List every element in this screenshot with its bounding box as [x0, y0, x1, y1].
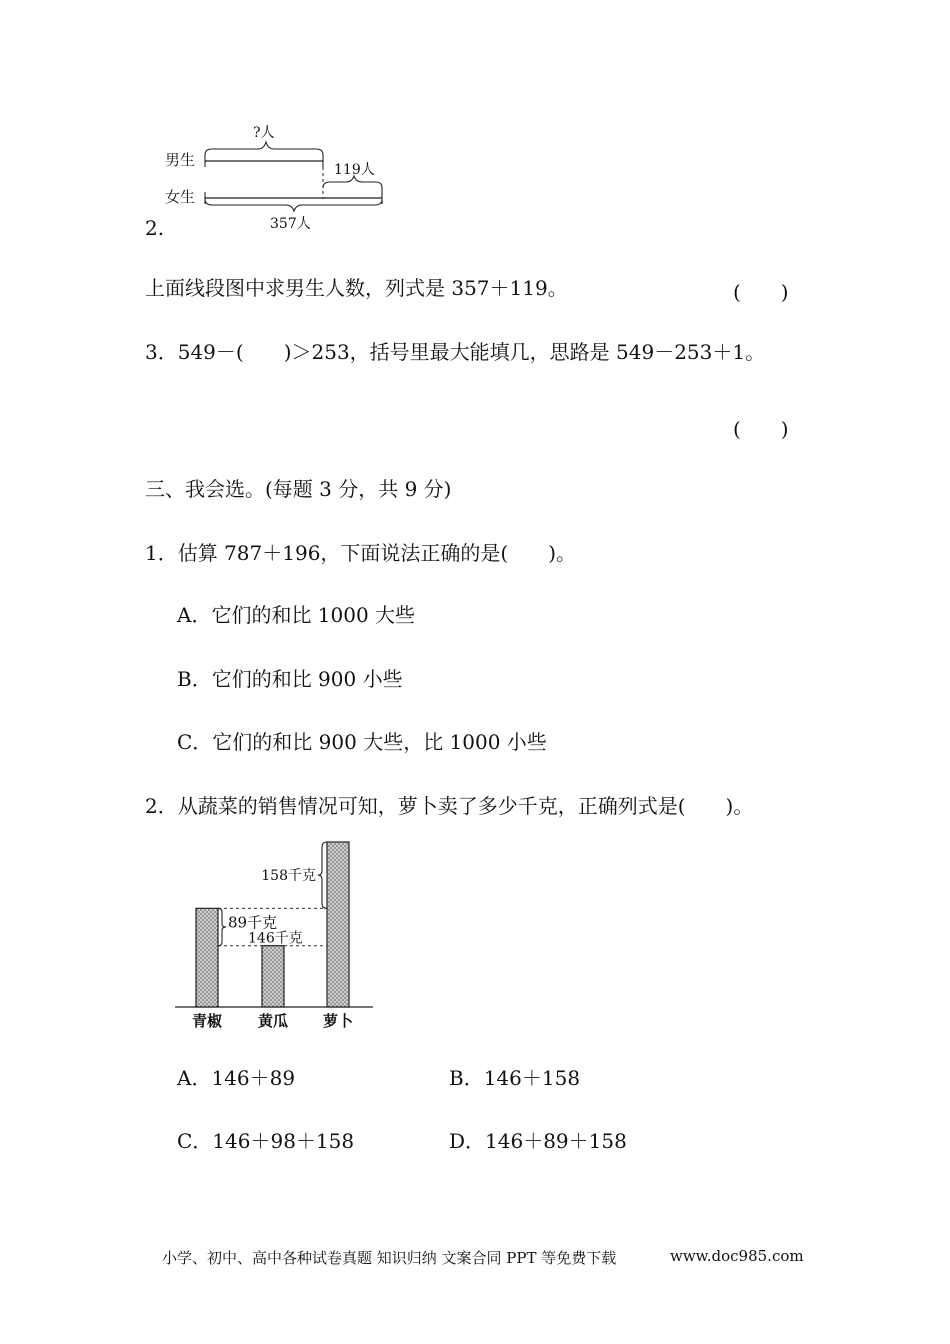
answer-paren-q2[interactable]: ( ) — [733, 280, 789, 304]
annotation-146kg: 146千克 — [248, 930, 303, 947]
footer-text: 小学、初中、高中各种试卷真题 知识归纳 文案合同 PPT 等免费下载 — [162, 1249, 617, 1267]
bar-1 — [196, 908, 218, 1007]
q2-number: 2. — [145, 216, 165, 240]
judgement-q2-text: 上面线段图中求男生人数，列式是 357＋119。 — [145, 276, 568, 300]
answer-paren-q3[interactable]: ( ) — [733, 417, 789, 441]
question-mark-label: ?人 — [253, 125, 275, 141]
footer-url[interactable]: www.doc985.com — [670, 1247, 804, 1265]
choice-q1-text: 1．估算 787＋196，下面说法正确的是( )。 — [145, 541, 577, 565]
difference-label: 119人 — [334, 162, 375, 178]
bottom-brace — [205, 199, 382, 211]
q2-option-d[interactable]: D．146＋89＋158 — [449, 1129, 627, 1153]
q1-option-b[interactable]: B．它们的和比 900 小些 — [177, 667, 403, 691]
brace-158 — [318, 842, 327, 908]
q2-option-a[interactable]: A．146＋89 — [177, 1066, 296, 1090]
annotation-89kg: 89千克 — [228, 913, 278, 932]
vegetable-bar-chart — [170, 835, 380, 1035]
segment-diagram — [150, 115, 400, 235]
top-brace — [205, 142, 323, 155]
q1-option-a[interactable]: A．它们的和比 1000 大些 — [177, 603, 416, 627]
category-label-1: 青椒 — [191, 1012, 223, 1030]
total-label: 357人 — [270, 216, 311, 232]
category-label-3: 萝卜 — [322, 1012, 354, 1030]
brace-89 — [218, 908, 226, 945]
q2-option-b[interactable]: B．146＋158 — [449, 1066, 581, 1090]
boys-label: 男生 — [165, 151, 196, 169]
q1-option-c[interactable]: C．它们的和比 900 大些，比 1000 小些 — [177, 730, 547, 754]
girls-label: 女生 — [165, 188, 196, 206]
annotation-158kg: 158千克 — [261, 868, 316, 885]
category-label-2: 黄瓜 — [257, 1012, 289, 1030]
choice-q2-text: 2．从蔬菜的销售情况可知，萝卜卖了多少千克，正确列式是( )。 — [145, 794, 754, 818]
section-heading: 三、我会选。(每题 3 分，共 9 分) — [145, 477, 452, 501]
judgement-q3-text: 3．549－( )＞253，括号里最大能填几，思路是 549－253＋1。 — [145, 340, 766, 364]
bar-2 — [262, 946, 284, 1007]
q2-option-c[interactable]: C．146＋98＋158 — [177, 1129, 355, 1153]
bar-3 — [327, 842, 349, 1007]
